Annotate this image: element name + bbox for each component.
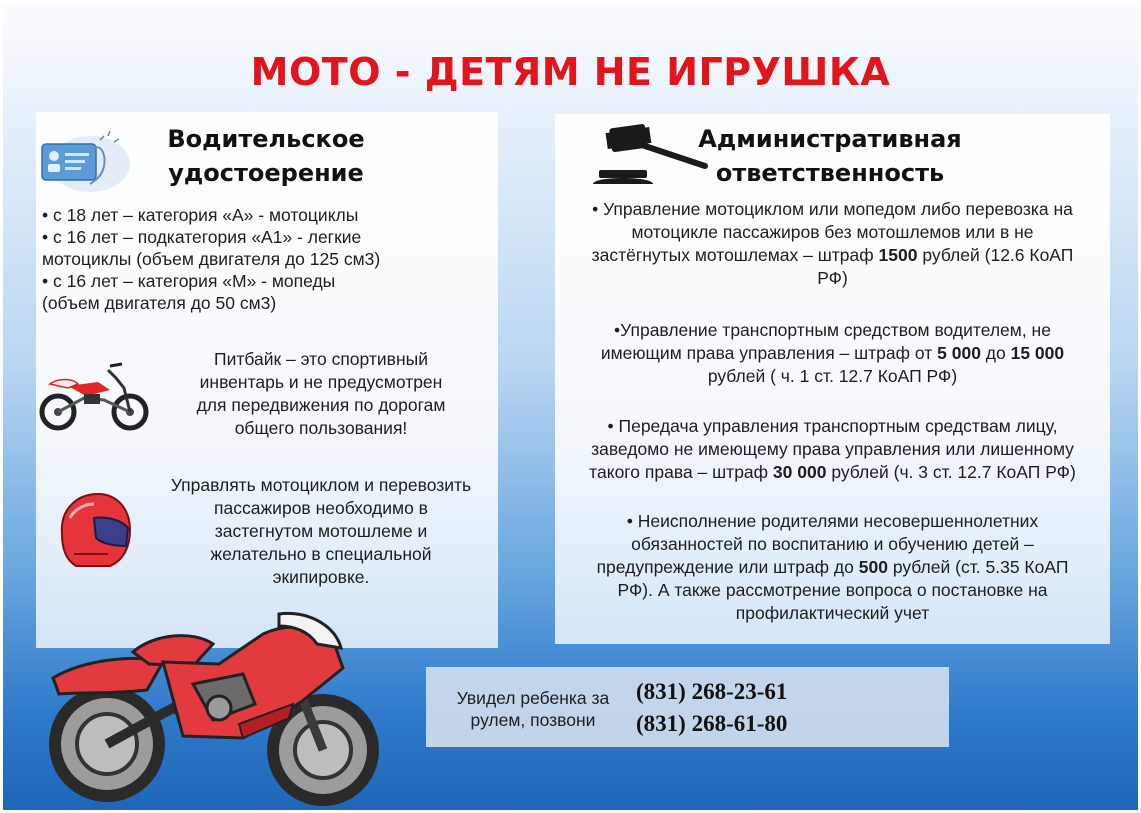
- fine-item-helmet: застёгнутых мотошлемах – штраф 1500 рублей (12.6 КоАП: [591, 245, 1074, 265]
- fine-item-helmet: РФ): [817, 268, 848, 288]
- driver-license-panel: [36, 112, 498, 648]
- license-line: • с 16 лет – категория «М» - мопеды: [42, 271, 336, 291]
- phone-number-1[interactable]: (831) 268-23-61: [636, 679, 788, 704]
- fine-item-parents: предупреждение или штраф до 500 рублей (ст. 5.35 КоАП: [596, 557, 1069, 577]
- fine-item-parents: профилактический учет: [735, 603, 930, 623]
- helmet-line: экипировке.: [272, 567, 370, 587]
- pitbike-line: Питбайк – это спортивный: [214, 349, 428, 369]
- fine-item-transfer-control: заведомо не имеющему права управления или лишенному: [591, 439, 1074, 459]
- phone-number-2[interactable]: (831) 268-61-80: [636, 711, 788, 736]
- fine-item-helmet: • Управление мотоциклом или мопедом либо перевозка на: [592, 199, 1073, 219]
- license-heading: Водительское удостоерение: [167, 125, 365, 187]
- pitbike-icon: [38, 358, 150, 434]
- pitbike-line: общего пользования!: [234, 418, 408, 438]
- fine-item-parents: • Неисполнение родителями несовершеннолетних: [626, 511, 1039, 531]
- poster: [3, 4, 1138, 810]
- pitbike-line: инвентарь и не предусмотрен: [199, 372, 443, 392]
- fine-item-no-license: рублей ( ч. 1 ст. 12.7 КоАП РФ): [707, 366, 958, 386]
- contact-label: Увидел ребенка за рулем, позвони: [456, 688, 610, 730]
- license-line: (объем двигателя до 50 см3): [42, 293, 277, 313]
- liability-heading: Административная ответственность: [698, 125, 962, 187]
- helmet-icon: [54, 488, 134, 572]
- fine-item-no-license: •Управление транспортным средством водителем, не: [614, 320, 1051, 340]
- license-line: • с 18 лет – категория «А» - мотоциклы: [42, 205, 359, 225]
- contact-box: [426, 667, 949, 747]
- license-line: • с 16 лет – подкатегория «А1» - легкие: [42, 227, 362, 247]
- fine-item-transfer-control: • Передача управления транспортным средствам лицу,: [607, 416, 1058, 436]
- helmet-line: Управлять мотоциклом и перевозить: [170, 475, 472, 495]
- fine-item-no-license: имеющим права управления – штраф от 5 000 до 15 000: [600, 343, 1065, 363]
- sport-motorcycle-icon: [43, 604, 385, 810]
- fine-item-parents: РФ). А также рассмотрение вопроса о постановке на: [617, 580, 1048, 600]
- license-line: мотоциклы (объем двигателя до 125 см3): [42, 249, 381, 269]
- helmet-line: застегнутом мотошлеме и: [214, 521, 428, 541]
- poster-title: МОТО - ДЕТЯМ НЕ ИГРУШКА: [250, 50, 891, 94]
- fine-item-parents: обязанностей по воспитанию и обучению детей –: [631, 534, 1034, 554]
- administrative-liability-panel: [555, 114, 1110, 644]
- pitbike-line: для передвижения по дорогам: [196, 395, 446, 415]
- license-card-icon: [38, 126, 130, 194]
- helmet-line: пассажиров необходимо в: [214, 498, 428, 518]
- helmet-line: желательно в специальной: [210, 544, 432, 564]
- fine-item-helmet: мотоцикле пассажиров без мотошлемов или в не: [631, 222, 1034, 242]
- fine-item-transfer-control: такого права – штраф 30 000 рублей (ч. 3 ст. 12.7 КоАП РФ): [589, 462, 1076, 482]
